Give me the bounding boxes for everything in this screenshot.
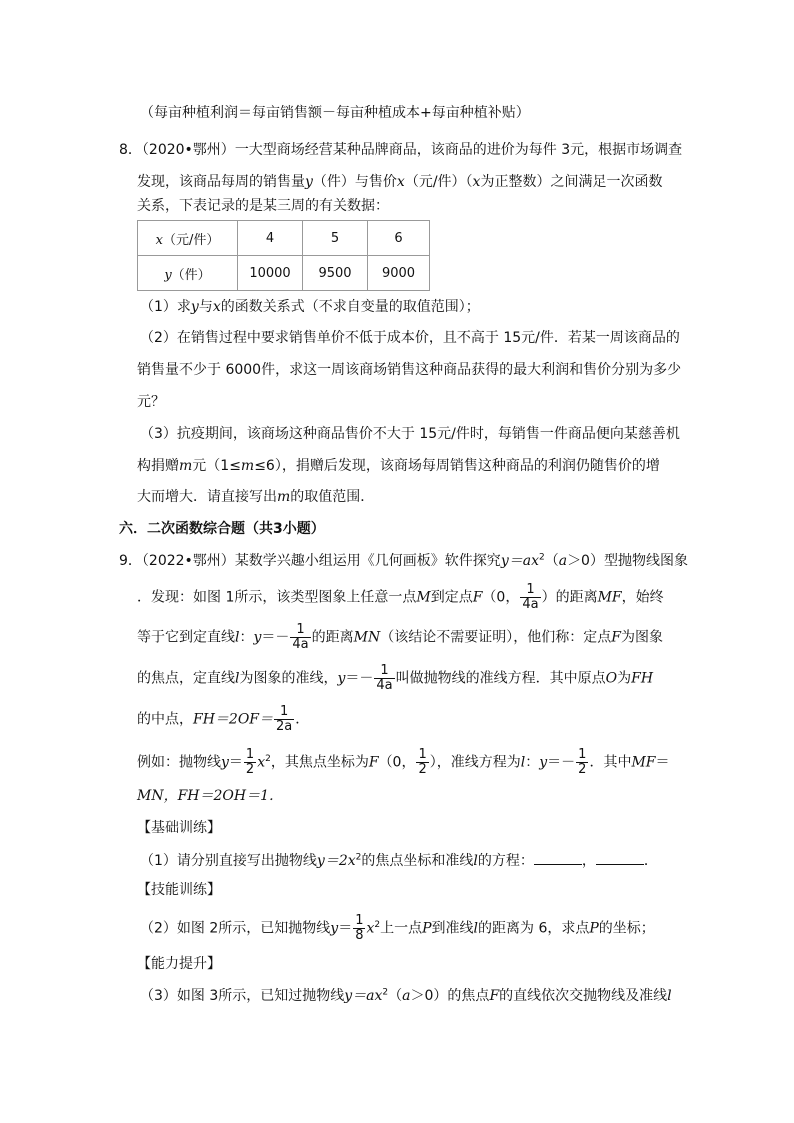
table-cell: 4 [238, 221, 303, 256]
fraction: $\frac{1}{2}$ [245, 747, 255, 777]
table-cell: 5 [303, 221, 368, 256]
q8-source: （2020•鄂州） [141, 142, 235, 158]
q8-part-3-line-3: 大而增大．请直接写出m的取值范围． [137, 489, 375, 505]
q9-line-2: ．发现：如图 1所示，该类型图象上任意一点M到定点F（0， $\frac{1}{4a}$ ）的距离MF，始终 [137, 582, 664, 612]
q8-number: 8． [119, 142, 142, 158]
fraction: $\frac{1}{4a}$ [522, 582, 539, 612]
fraction: $\frac{1}{2a}$ [276, 704, 293, 734]
table-cell: 9000 [368, 256, 430, 291]
q8-line-2: 发现，该商品每周的销售量y（件）与售价x（元/件）（x为正整数）之间满足一次函数 [137, 174, 663, 190]
q9-part-2: （2）如图 2所示，已知抛物线y＝ $\frac{1}{8}$ $x^2$上一点P到准线l的距离为 6，求点P的坐标； [140, 913, 655, 943]
fraction: $\frac{1}{4a}$ [292, 622, 309, 652]
table-cell: 6 [368, 221, 430, 256]
q8-part-2-line-1: （2）在销售过程中要求销售单价不低于成本价，且不高于 15元/件．若某一周该商品的 [140, 330, 680, 346]
fraction: $\frac{1}{4a}$ [376, 663, 393, 693]
q9-part-3: （3）如图 3所示，已知过抛物线$y=ax^2(a>0)$的焦点F的直线依次交抛物线及准线l [140, 987, 672, 1004]
answer-blank[interactable] [534, 850, 582, 865]
basic-training-heading: 【基础训练】 [137, 820, 221, 836]
fraction: $\frac{1}{8}$ [355, 913, 364, 943]
table-row [138, 221, 430, 256]
skill-training-heading: 【技能训练】 [137, 882, 221, 898]
fraction: $\frac{1}{2}$ [418, 747, 427, 777]
q9-part-1: （1）请分别直接写出抛物线$y=2x^2$的焦点坐标和准线l的方程： ， ． [140, 850, 658, 871]
q8-part-1: （1）求y与x的函数关系式（不求自变量的取值范围）； [140, 299, 480, 315]
ability-heading: 【能力提升】 [137, 956, 221, 972]
profit-formula-note: （每亩种植利润＝每亩销售额－每亩种植成本+每亩种植补贴） [140, 105, 530, 121]
section-heading: 六．二次函数综合题（共3小题） [119, 521, 325, 537]
table-cell: 9500 [303, 256, 368, 291]
q9-line-7: MN，FH＝2OH＝1． [137, 788, 284, 804]
q8-line-3: 关系，下表记录的是某三周的有关数据： [137, 198, 389, 214]
table-row [138, 256, 430, 291]
q8-part-2-line-2: 销售量不少于 6000件，求这一周该商场销售这种商品获得的最大利润和售价分别为多少 [137, 362, 682, 378]
table-cell: 10000 [238, 256, 303, 291]
fraction: $\frac{1}{2}$ [578, 747, 587, 777]
q9-line-3: 等于它到定直线l：y＝－ $\frac{1}{4a}$ 的距离MN（该结论不需要证明），他们称：定点F为图象 [137, 622, 663, 652]
q8-line-1: 8．（2020•鄂州）一大型商场经营某种品牌商品，该商品的进价为每件 3元，根据市场调查 [119, 142, 683, 158]
q9-line-1: 9．（2022•鄂州）某数学兴趣小组运用《几何画板》软件探究$y=ax^2(a>0)$型抛物线图象 [119, 552, 688, 569]
q8-part-3-line-1: （3）抗疫期间，该商场这种商品售价不大于 15元/件时，每销售一件商品便向某慈善机 [140, 426, 680, 442]
q8-part-2-line-3: 元？ [137, 394, 165, 410]
q9-line-4: 的焦点，定直线l为图象的准线，y＝－ $\frac{1}{4a}$ 叫做抛物线的准线方程．其中原点O为FH [137, 663, 654, 693]
q8-data-table [137, 220, 430, 291]
q9-line-6: 例如：抛物线y＝ $\frac{1}{2}$ $x^2$，其焦点坐标为F（0， $\frac{1}{2}$ ），准线方程为l：y＝－ $\frac{1}{2}$ ．其中MF＝ [137, 747, 670, 777]
table-header-cell: y（件） [138, 256, 238, 291]
q8-part-3-line-2: 构捐赠m元（1≤m≤6），捐赠后发现，该商场每周销售这种商品的利润仍随售价的增 [137, 458, 660, 474]
answer-blank[interactable] [596, 850, 644, 865]
table-header-cell: x（元/件） [138, 221, 238, 256]
q9-line-5: 的中点，FH＝2OF＝ $\frac{1}{2a}$ ． [137, 704, 310, 734]
